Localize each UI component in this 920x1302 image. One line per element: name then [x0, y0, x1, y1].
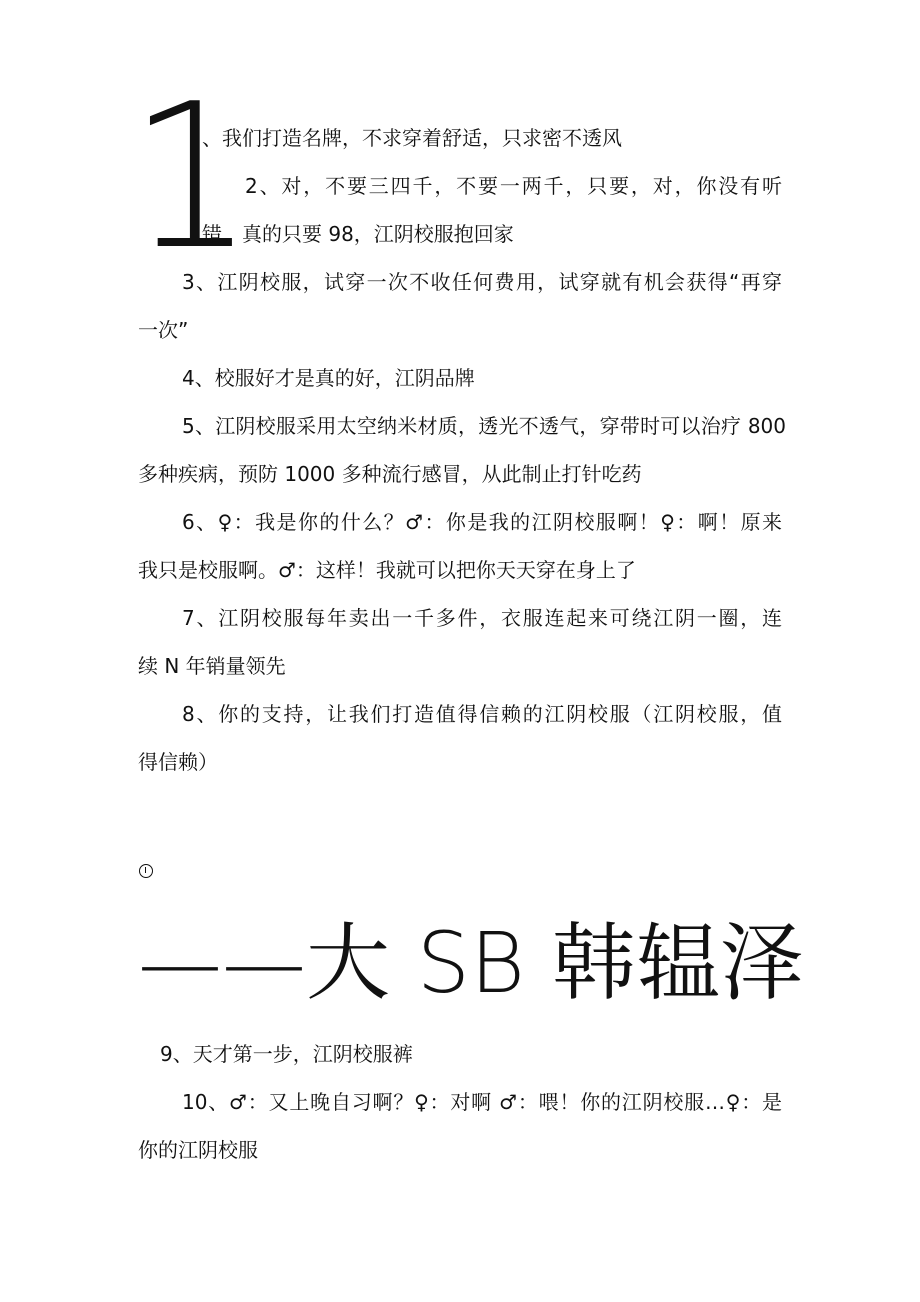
slogan-2-line-2: 错，真的只要 98，江阴校服抱回家	[202, 222, 514, 246]
slogan-6-line-2: 我只是校服啊。♂：这样！我就可以把你天天穿在身上了	[138, 558, 636, 582]
slogan-6-line-1: 6、♀：我是你的什么？♂：你是我的江阴校服啊！♀：啊！原来	[182, 510, 782, 534]
slogan-9: 9、天才第一步，江阴校服裤	[160, 1042, 413, 1066]
slogan-4: 4、校服好才是真的好，江阴品牌	[182, 366, 475, 390]
slogan-5-line-1: 5、江阴校服采用太空纳米材质，透光不透气，穿带时可以治疗 800	[182, 414, 786, 438]
slogan-8-line-2: 得信赖）	[138, 750, 218, 774]
slogan-3-line-2: 一次”	[138, 318, 189, 342]
slogan-8-line-1: 8、你的支持，让我们打造值得信赖的江阴校服（江阴校服，值	[182, 702, 782, 726]
slogan-2-line-1: 2、对，不要三四千，不要一两千，只要，对，你没有听	[245, 174, 782, 198]
slogan-1: 、我们打造名牌，不求穿着舒适，只求密不透风	[202, 126, 622, 150]
big-title: ——大 SB 韩辒泽	[138, 914, 804, 1012]
slogan-3-line-1: 3、江阴校服，试穿一次不收任何费用，试穿就有机会获得“再穿	[182, 270, 782, 294]
slogan-10-line-2: 你的江阴校服	[138, 1138, 258, 1162]
slogan-10-line-1: 10、♂：又上晚自习啊？♀：对啊 ♂：喂！你的江阴校服…♀：是	[182, 1090, 782, 1114]
circle-mark-icon	[139, 864, 153, 878]
slogan-7-line-1: 7、江阴校服每年卖出一千多件，衣服连起来可绕江阴一圈，连	[182, 606, 782, 630]
drop-cap-number: 1	[128, 61, 246, 294]
slogan-5-line-2: 多种疾病，预防 1000 多种流行感冒，从此制止打针吃药	[138, 462, 642, 486]
slogan-7-line-2: 续 N 年销量领先	[138, 654, 286, 678]
